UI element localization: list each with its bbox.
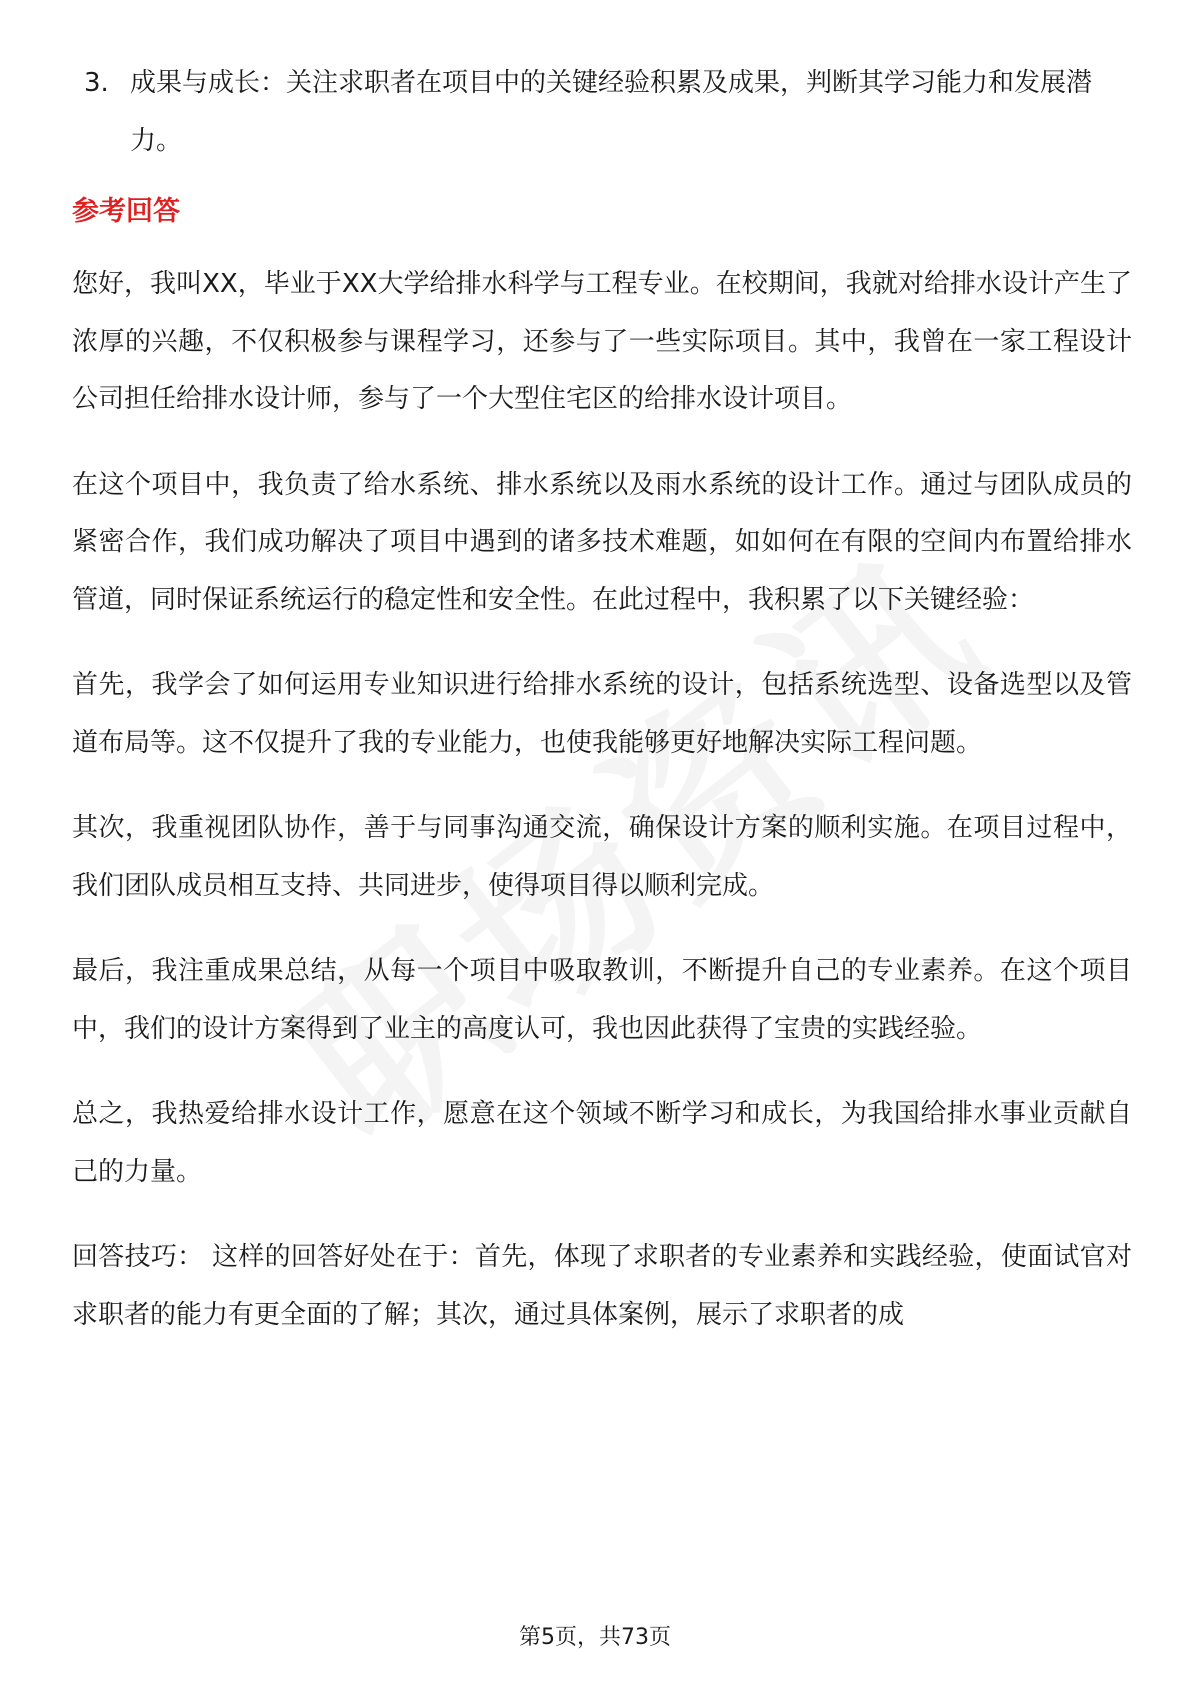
paragraph-intro: 您好，我叫XX，毕业于XX大学给排水科学与工程专业。在校期间，我就对给排水设计产生了浓厚的兴趣，不仅积极参与课程学习，还参与了一些实际项目。其中，我曾在一家工程设计公司担任给排水设计师，参与了一个大型住宅区的给排水设计项目。 [72, 269, 1132, 414]
list-number: 3. [84, 68, 109, 98]
paragraph-finally: 最后，我注重成果总结，从每一个项目中吸取教训，不断提升自己的专业素养。在这个项目中，我们的设计方案得到了业主的高度认可，我也因此获得了宝贵的实践经验。 [72, 956, 1132, 1044]
list-text: 成果与成长：关注求职者在项目中的关键经验积累及成果，判断其学习能力和发展潜力。 [130, 68, 1093, 156]
paragraph-second: 其次，我重视团队协作，善于与同事沟通交流，确保设计方案的顺利实施。在项目过程中，我们团队成员相互支持、共同进步，使得项目得以顺利完成。 [72, 813, 1132, 901]
paragraph-tips: 回答技巧： 这样的回答好处在于：首先，体现了求职者的专业素养和实践经验，使面试官对求职者的能力有更全面的了解；其次，通过具体案例，展示了求职者的成 [72, 1242, 1132, 1330]
section-heading: 参考回答 [72, 196, 180, 227]
paragraph-summary: 总之，我热爱给排水设计工作，愿意在这个领域不断学习和成长，为我国给排水事业贡献自己的力量。 [72, 1099, 1132, 1187]
page-content [72, 54, 1132, 1372]
paragraph-project: 在这个项目中，我负责了给水系统、排水系统以及雨水系统的设计工作。通过与团队成员的紧密合作，我们成功解决了项目中遇到的诸多技术难题，如如何在有限的空间内布置给排水管道，同时保证系统运行的稳定性和安全性。在此过程中，我积累了以下关键经验： [72, 469, 1132, 615]
paragraph-first: 首先，我学会了如何运用专业知识进行给排水系统的设计，包括系统选型、设备选型以及管道布局等。这不仅提升了我的专业能力，也使我能够更好地解决实际工程问题。 [72, 670, 1132, 758]
list-item [84, 54, 1132, 170]
page-footer: 第5页，共73页 [519, 1625, 671, 1650]
